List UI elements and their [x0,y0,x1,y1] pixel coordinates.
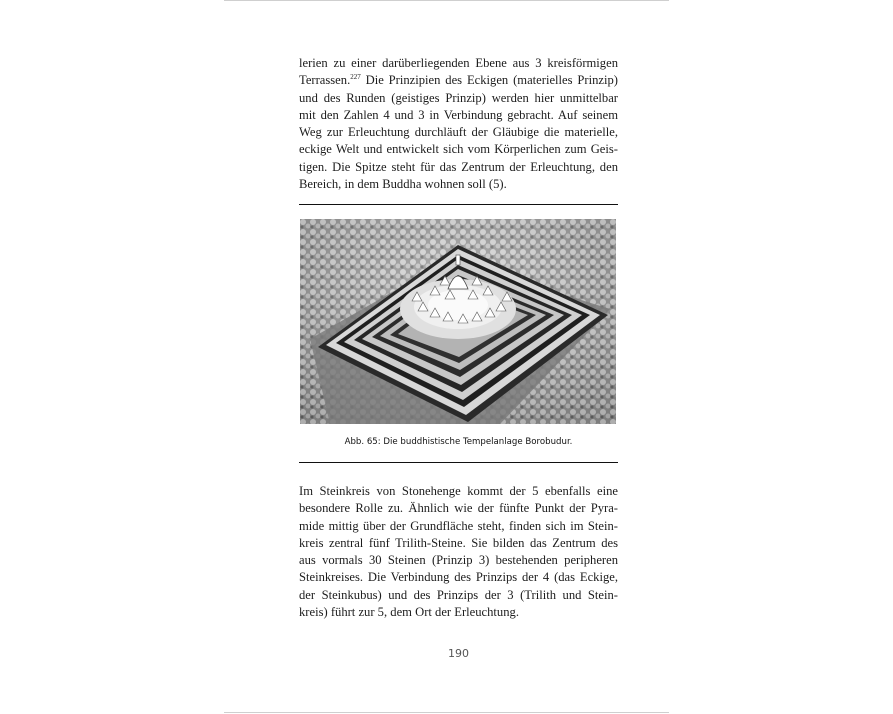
paragraph-bottom [299,483,618,621]
text-line: Steinkreises. Die Verbindung des Prinzips der 4 (das Eckige, [299,570,618,585]
text-line: Weg zur Erleuchtung durchläuft der Gläubige die materielle, [299,125,618,140]
text-fragment: Terrassen. [299,73,351,88]
figure-caption: Abb. 65: Die buddhistische Tempelanlage Borobudur. [344,437,573,447]
text-line: der Steinkubus) und des Prinzips der 3 (Trilith und Stein- [299,587,618,602]
text-line: tigen. Die Spitze steht für das Zentrum der Erleuchtung, den [299,159,618,174]
page-top-edge [224,0,669,1]
text-line: besondere Rolle zu. Ähnlich wie der fünfte Punkt der Pyra- [299,501,618,516]
page-bottom-edge [224,712,669,713]
text-line: Im Steinkreis von Stonehenge kommt der 5 ebenfalls eine [299,484,618,498]
text-line: mit den Zahlen 4 und 3 in Verbindung gebracht. Auf seinem [299,107,618,122]
borobudur-photo [300,219,616,424]
page-number: 190 [448,647,469,660]
text-line: kreis zentral fünf Trilith-Steine. Sie bilden das Zentrum des [299,535,618,550]
figure-top-rule [299,204,618,205]
text-line: lerien zu einer darüberliegenden Ebene aus 3 kreisförmigen [299,56,618,70]
text-line: aus vormals 30 Steinen (Prinzip 3) bestehenden peripheren [299,553,618,568]
text-line: mide mittig über der Grundfläche steht, finden sich im Stein- [299,518,618,533]
paragraph-top [299,55,618,193]
text-line: und des Runden (geistiges Prinzip) werden hier unmittelbar [299,90,618,105]
text-line: eckige Welt und entwickelt sich vom Körperlichen zum Geis- [299,142,618,157]
text-line: Bereich, in dem Buddha wohnen soll (5). [299,177,507,192]
text-fragment: Die Prinzipien des Eckigen (materielles Prinzip) [360,73,618,88]
figure-bottom-rule [299,462,618,463]
footnote-reference[interactable]: 227 [350,73,361,82]
borobudur-aerial-photo-icon [300,219,616,424]
text-line: kreis) führt zur 5, dem Ort der Erleuchtung. [299,605,519,620]
text-line-footnote [299,72,618,89]
